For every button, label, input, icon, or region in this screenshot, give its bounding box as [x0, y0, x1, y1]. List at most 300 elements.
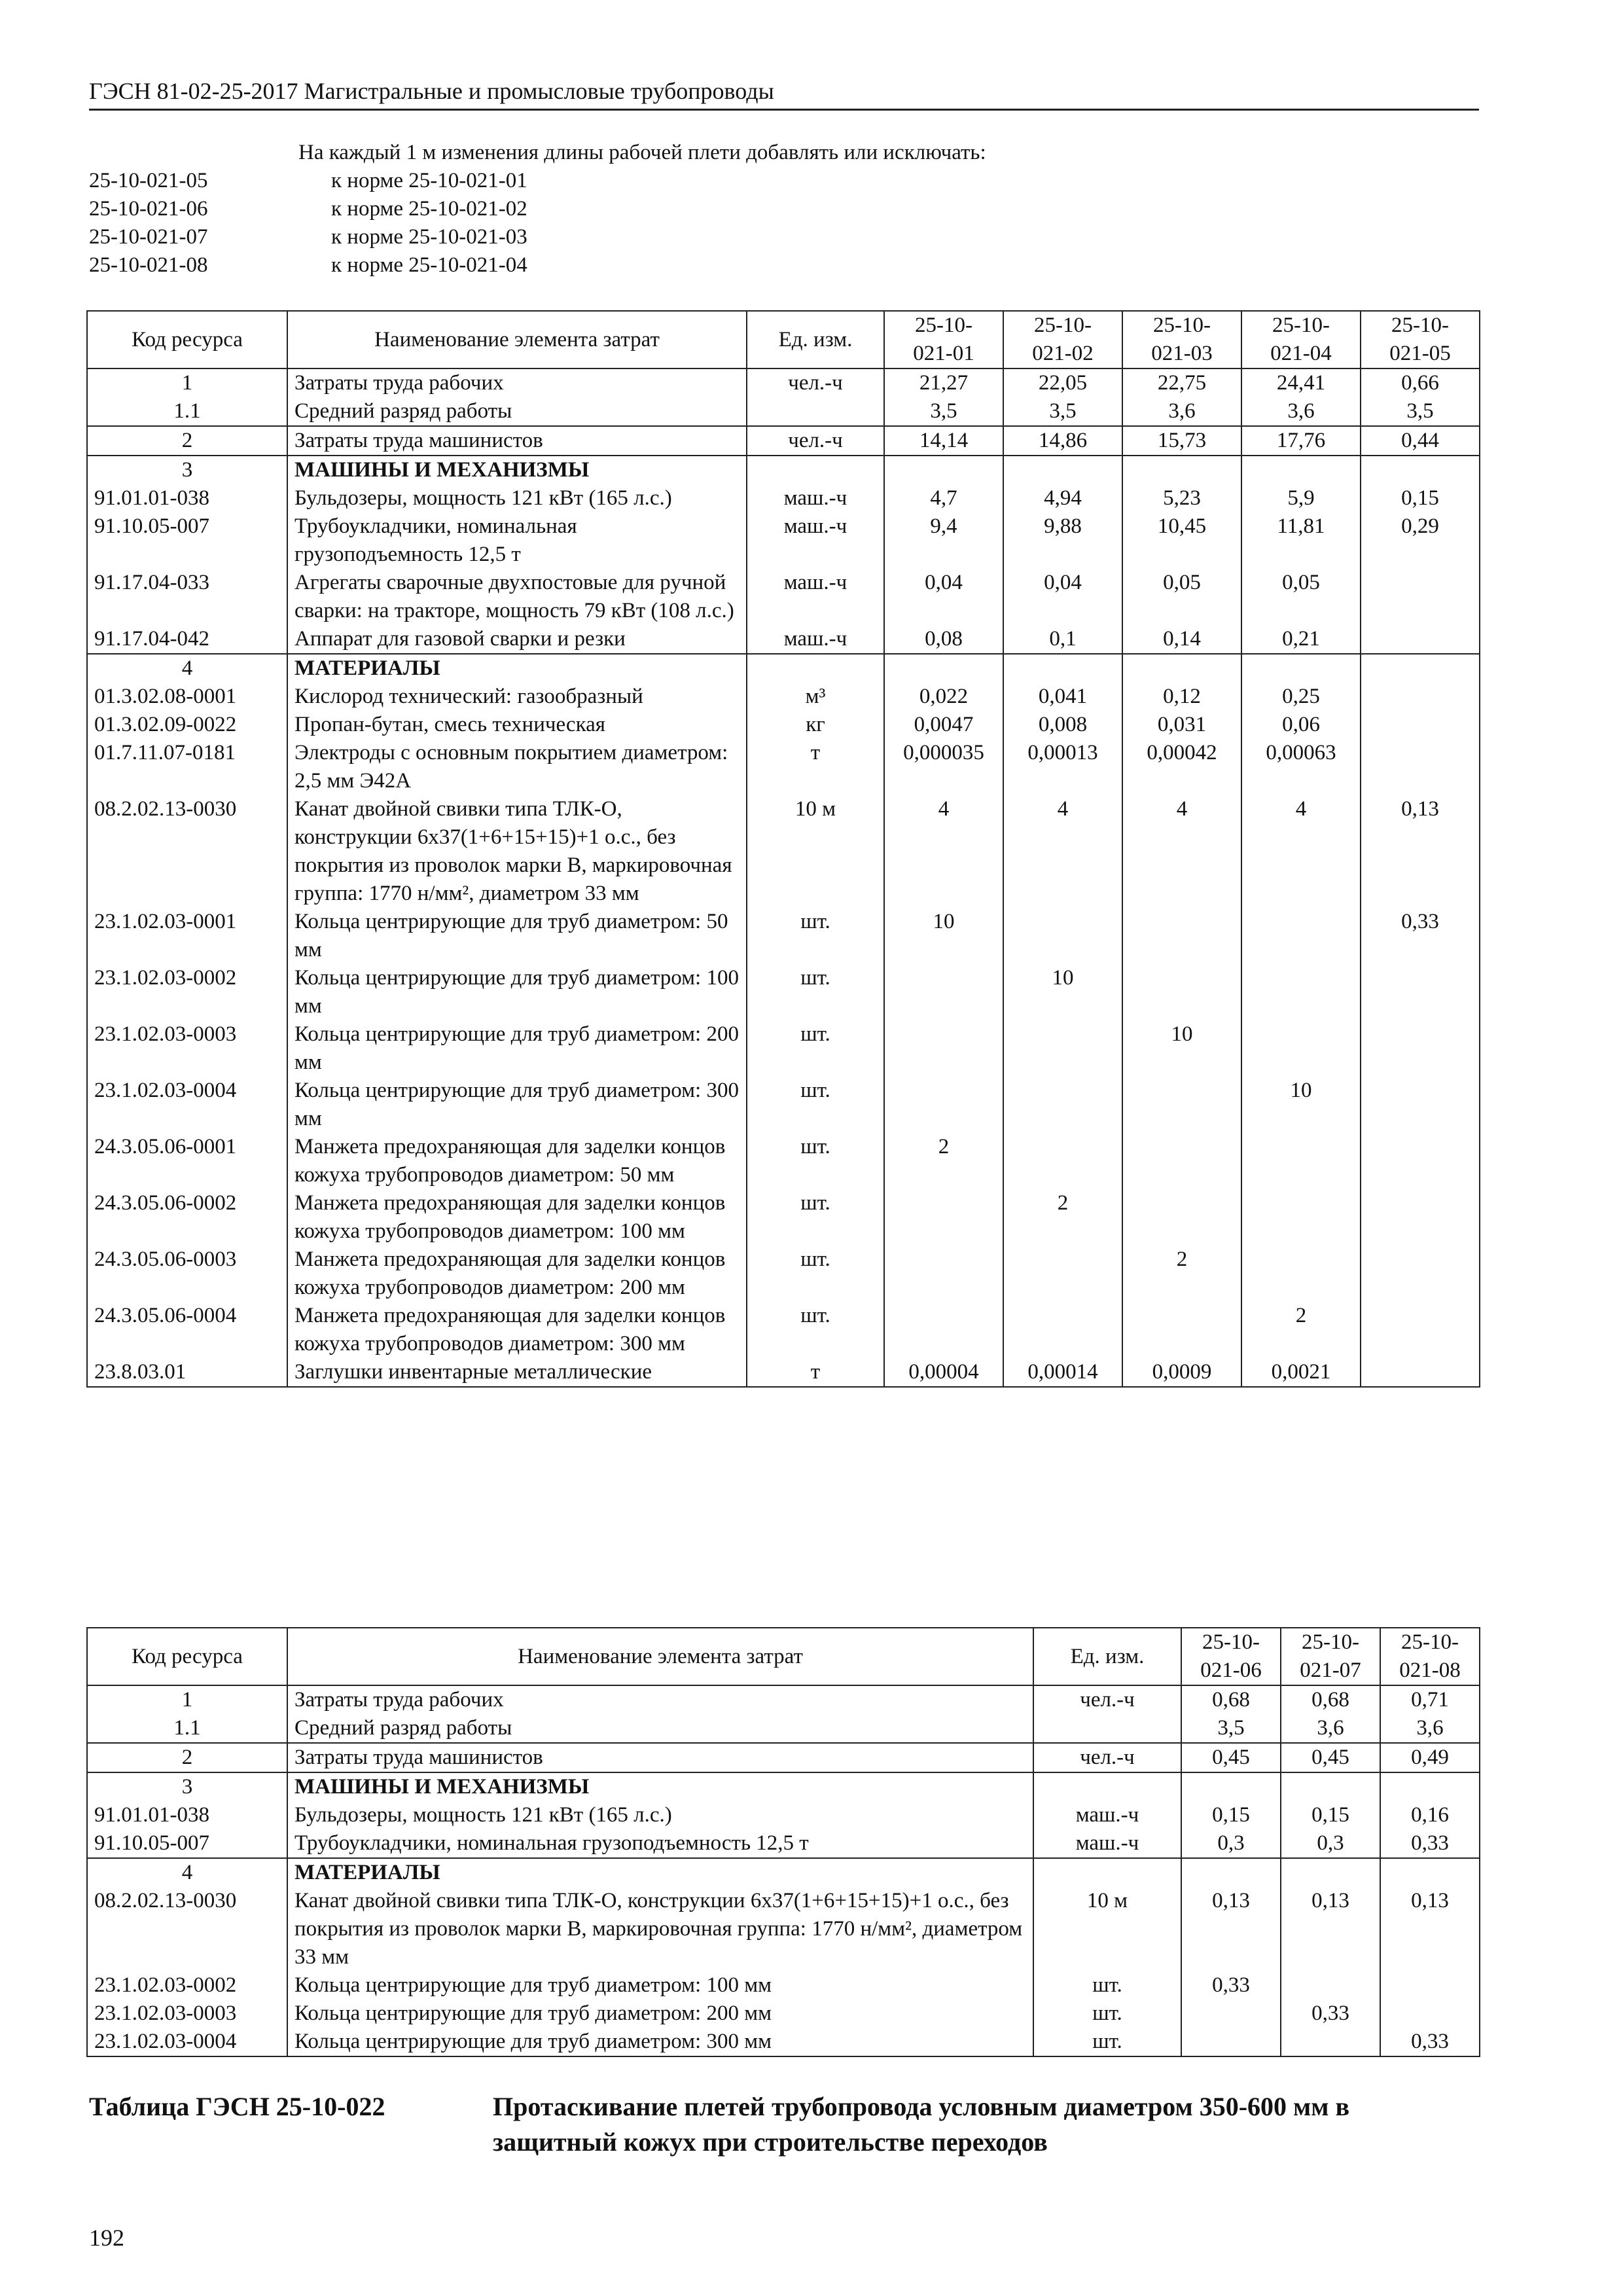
- resource-name: Манжета предохраняющая для заделки концов кожуха трубопроводов диаметром: 50 мм: [287, 1133, 747, 1189]
- value-cell: [1361, 683, 1480, 711]
- intro-row: [89, 223, 1479, 251]
- unit-cell: маш.-ч: [1033, 1801, 1181, 1829]
- resource-name: Бульдозеры, мощность 121 кВт (165 л.с.): [287, 1801, 1033, 1829]
- value-cell: 0,15: [1181, 1801, 1281, 1829]
- resource-code: 3: [87, 456, 287, 484]
- resource-name: МАТЕРИАЛЫ: [287, 1858, 1033, 1887]
- unit-cell: [747, 456, 884, 484]
- value-cell: 0,33: [1181, 1971, 1281, 2000]
- value-cell: 9,88: [1003, 512, 1122, 569]
- value-cell: [1241, 1133, 1361, 1189]
- resource-code: 23.8.03.01: [87, 1358, 287, 1387]
- resource-name: Средний разряд работы: [287, 397, 747, 426]
- value-cell: 4: [1003, 795, 1122, 908]
- table-row: [87, 625, 1480, 654]
- table-header-row: [87, 1628, 1480, 1685]
- value-cell: 0,008: [1003, 711, 1122, 739]
- intro-code: 25-10-021-08: [89, 253, 208, 277]
- value-cell: 0,08: [884, 625, 1003, 654]
- value-cell: 4: [1122, 795, 1241, 908]
- resource-name: Трубоукладчики, номинальная грузоподъемность 12,5 т: [287, 512, 747, 569]
- resource-name: Манжета предохраняющая для заделки концов кожуха трубопроводов диаметром: 300 мм: [287, 1302, 747, 1358]
- value-cell: [1122, 654, 1241, 683]
- unit-cell: шт.: [747, 1189, 884, 1246]
- value-cell: [1003, 1246, 1122, 1302]
- unit-cell: т: [747, 739, 884, 795]
- value-cell: [1241, 1246, 1361, 1302]
- value-cell: 0,45: [1281, 1743, 1380, 1772]
- value-cell: 10: [1003, 964, 1122, 1020]
- value-cell: [1361, 739, 1480, 795]
- table-row: [87, 739, 1480, 795]
- value-cell: 0,68: [1281, 1685, 1380, 1714]
- unit-cell: шт.: [1033, 2000, 1181, 2028]
- resource-code: 2: [87, 1743, 287, 1772]
- value-cell: 0,25: [1241, 683, 1361, 711]
- unit-cell: шт.: [747, 1246, 884, 1302]
- resource-table-1: [86, 310, 1480, 1388]
- resource-code: 24.3.05.06-0004: [87, 1302, 287, 1358]
- value-cell: [1380, 2000, 1480, 2028]
- value-cell: [1122, 908, 1241, 964]
- table-caption: [89, 2089, 1479, 2160]
- column-header: Наименование элемента затрат: [287, 1628, 1033, 1685]
- unit-cell: шт.: [747, 1077, 884, 1133]
- resource-code: 24.3.05.06-0001: [87, 1133, 287, 1189]
- value-cell: 9,4: [884, 512, 1003, 569]
- norm-column-header: 25-10- 021-04: [1241, 311, 1361, 368]
- table-row: [87, 456, 1480, 484]
- resource-name: Кольца центрирующие для труб диаметром: 200 мм: [287, 1020, 747, 1077]
- unit-cell: 10 м: [747, 795, 884, 908]
- resource-code: 24.3.05.06-0003: [87, 1246, 287, 1302]
- value-cell: 0,00004: [884, 1358, 1003, 1387]
- resource-name: МАТЕРИАЛЫ: [287, 654, 747, 683]
- value-cell: 21,27: [884, 368, 1003, 397]
- table-row: [87, 1189, 1480, 1246]
- value-cell: 0,13: [1380, 1887, 1480, 1971]
- table-row: [87, 426, 1480, 456]
- unit-cell: маш.-ч: [747, 625, 884, 654]
- unit-cell: [1033, 1714, 1181, 1743]
- value-cell: 0,14: [1122, 625, 1241, 654]
- value-cell: [1003, 1302, 1122, 1358]
- value-cell: [1003, 1133, 1122, 1189]
- resource-code: 08.2.02.13-0030: [87, 795, 287, 908]
- resource-name: Манжета предохраняющая для заделки концов кожуха трубопроводов диаметром: 100 мм: [287, 1189, 747, 1246]
- value-cell: [1361, 711, 1480, 739]
- resource-name: Бульдозеры, мощность 121 кВт (165 л.с.): [287, 484, 747, 512]
- value-cell: 10,45: [1122, 512, 1241, 569]
- value-cell: [1241, 908, 1361, 964]
- table-body: [87, 368, 1480, 1387]
- table-body: [87, 1685, 1480, 2056]
- value-cell: 2: [1241, 1302, 1361, 1358]
- unit-cell: маш.-ч: [747, 512, 884, 569]
- page-number: 192: [89, 2225, 124, 2251]
- value-cell: [1241, 654, 1361, 683]
- value-cell: 5,23: [1122, 484, 1241, 512]
- norm-column-header: 25-10- 021-05: [1361, 311, 1480, 368]
- resource-name: Кольца центрирующие для труб диаметром: 300 мм: [287, 2028, 1033, 2056]
- value-cell: 0,16: [1380, 1801, 1480, 1829]
- value-cell: 0,44: [1361, 426, 1480, 456]
- unit-cell: шт.: [747, 1020, 884, 1077]
- resource-name: Кольца центрирующие для труб диаметром: 200 мм: [287, 2000, 1033, 2028]
- value-cell: [1122, 1302, 1241, 1358]
- value-cell: 22,05: [1003, 368, 1122, 397]
- intro-text: к норме 25-10-021-02: [331, 197, 527, 221]
- table-row: [87, 654, 1480, 683]
- unit-cell: маш.-ч: [747, 569, 884, 625]
- resource-name: Манжета предохраняющая для заделки концов кожуха трубопроводов диаметром: 200 мм: [287, 1246, 747, 1302]
- intro-code: 25-10-021-07: [89, 225, 208, 249]
- value-cell: [1380, 1858, 1480, 1887]
- value-cell: 0,0009: [1122, 1358, 1241, 1387]
- value-cell: 0,00042: [1122, 739, 1241, 795]
- intro-block: [89, 139, 1479, 279]
- intro-row: [89, 195, 1479, 223]
- value-cell: 4: [1241, 795, 1361, 908]
- resource-name: Кольца центрирующие для труб диаметром: 100 мм: [287, 1971, 1033, 2000]
- value-cell: 0,13: [1281, 1887, 1380, 1971]
- value-cell: [1181, 2000, 1281, 2028]
- table-row: [87, 1020, 1480, 1077]
- table-row: [87, 711, 1480, 739]
- value-cell: [884, 1020, 1003, 1077]
- table-row: [87, 1743, 1480, 1772]
- value-cell: [1361, 1189, 1480, 1246]
- resource-code: 01.7.11.07-0181: [87, 739, 287, 795]
- value-cell: [884, 1246, 1003, 1302]
- value-cell: [1281, 1772, 1380, 1801]
- value-cell: 0,0021: [1241, 1358, 1361, 1387]
- value-cell: 0,1: [1003, 625, 1122, 654]
- value-cell: [1241, 964, 1361, 1020]
- unit-cell: шт.: [1033, 1971, 1181, 2000]
- resource-name: Затраты труда машинистов: [287, 426, 747, 456]
- table-row: [87, 1887, 1480, 1971]
- value-cell: [1003, 456, 1122, 484]
- value-cell: 0,21: [1241, 625, 1361, 654]
- value-cell: 0,06: [1241, 711, 1361, 739]
- resource-code: 23.1.02.03-0003: [87, 1020, 287, 1077]
- value-cell: 0,05: [1241, 569, 1361, 625]
- column-header: Код ресурса: [87, 1628, 287, 1685]
- table-row: [87, 2000, 1480, 2028]
- value-cell: 5,9: [1241, 484, 1361, 512]
- value-cell: 0,000035: [884, 739, 1003, 795]
- intro-text: к норме 25-10-021-01: [331, 169, 527, 192]
- table-row: [87, 397, 1480, 426]
- value-cell: 0,00014: [1003, 1358, 1122, 1387]
- intro-row: [89, 167, 1479, 195]
- table-row: [87, 1801, 1480, 1829]
- value-cell: [1122, 964, 1241, 1020]
- resource-name: Трубоукладчики, номинальная грузоподъемность 12,5 т: [287, 1829, 1033, 1858]
- resource-name: Кольца центрирующие для труб диаметром: 300 мм: [287, 1077, 747, 1133]
- value-cell: 0,66: [1361, 368, 1480, 397]
- value-cell: 0,3: [1181, 1829, 1281, 1858]
- unit-cell: [747, 397, 884, 426]
- column-header: Ед. изм.: [1033, 1628, 1181, 1685]
- value-cell: [1181, 1858, 1281, 1887]
- value-cell: [1361, 654, 1480, 683]
- value-cell: [1122, 456, 1241, 484]
- value-cell: [1122, 1133, 1241, 1189]
- value-cell: [1361, 1246, 1480, 1302]
- resource-code: 1.1: [87, 397, 287, 426]
- value-cell: 0,041: [1003, 683, 1122, 711]
- table-row: [87, 795, 1480, 908]
- value-cell: [1361, 964, 1480, 1020]
- resource-name: Электроды с основным покрытием диаметром: 2,5 мм Э42А: [287, 739, 747, 795]
- resource-code: 4: [87, 1858, 287, 1887]
- resource-name: Заглушки инвентарные металлические: [287, 1358, 747, 1387]
- value-cell: [1122, 1077, 1241, 1133]
- value-cell: [1003, 654, 1122, 683]
- table-row: [87, 1858, 1480, 1887]
- value-cell: [1181, 2028, 1281, 2056]
- resource-code: 23.1.02.03-0002: [87, 964, 287, 1020]
- unit-cell: 10 м: [1033, 1887, 1181, 1971]
- table-row: [87, 683, 1480, 711]
- unit-cell: шт.: [1033, 2028, 1181, 2056]
- value-cell: [1122, 1189, 1241, 1246]
- value-cell: 0,031: [1122, 711, 1241, 739]
- value-cell: 3,5: [1003, 397, 1122, 426]
- resource-code: 01.3.02.09-0022: [87, 711, 287, 739]
- value-cell: [1361, 1358, 1480, 1387]
- value-cell: 3,6: [1281, 1714, 1380, 1743]
- resource-name: Кольца центрирующие для труб диаметром: 100 мм: [287, 964, 747, 1020]
- resource-code: 4: [87, 654, 287, 683]
- column-header: Ед. изм.: [747, 311, 884, 368]
- norm-column-header: 25-10- 021-08: [1380, 1628, 1480, 1685]
- value-cell: [1181, 1772, 1281, 1801]
- value-cell: 0,45: [1181, 1743, 1281, 1772]
- unit-cell: [747, 654, 884, 683]
- value-cell: [1361, 1302, 1480, 1358]
- value-cell: 14,86: [1003, 426, 1122, 456]
- value-cell: 15,73: [1122, 426, 1241, 456]
- value-cell: 0,71: [1380, 1685, 1480, 1714]
- unit-cell: чел.-ч: [1033, 1685, 1181, 1714]
- value-cell: [884, 1189, 1003, 1246]
- value-cell: [1003, 1077, 1122, 1133]
- resource-code: 1: [87, 1685, 287, 1714]
- value-cell: 0,04: [1003, 569, 1122, 625]
- intro-title: На каждый 1 м изменения длины рабочей плети добавлять или исключать:: [298, 141, 986, 164]
- unit-cell: чел.-ч: [1033, 1743, 1181, 1772]
- intro-code: 25-10-021-06: [89, 197, 208, 221]
- value-cell: 3,5: [1181, 1714, 1281, 1743]
- value-cell: 22,75: [1122, 368, 1241, 397]
- value-cell: [1361, 1133, 1480, 1189]
- resource-code: 91.17.04-033: [87, 569, 287, 625]
- norm-column-header: 25-10- 021-06: [1181, 1628, 1281, 1685]
- value-cell: [1380, 1772, 1480, 1801]
- resource-name: Аппарат для газовой сварки и резки: [287, 625, 747, 654]
- value-cell: 4: [884, 795, 1003, 908]
- value-cell: 10: [1241, 1077, 1361, 1133]
- resource-code: 91.01.01-038: [87, 484, 287, 512]
- unit-cell: чел.-ч: [747, 426, 884, 456]
- resource-name: Канат двойной свивки типа ТЛК-О, конструкции 6х37(1+6+15+15)+1 о.с., без покрытия из проволок марки В, маркировочная группа: 1770 н/мм², диаметром 33 мм: [287, 795, 747, 908]
- value-cell: [884, 456, 1003, 484]
- unit-cell: маш.-ч: [1033, 1829, 1181, 1858]
- table-row: [87, 368, 1480, 397]
- value-cell: 0,33: [1281, 2000, 1380, 2028]
- resource-name: Пропан-бутан, смесь техническая: [287, 711, 747, 739]
- value-cell: 0,05: [1122, 569, 1241, 625]
- table-row: [87, 1302, 1480, 1358]
- resource-name: Затраты труда рабочих: [287, 368, 747, 397]
- page-header: ГЭСН 81-02-25-2017 Магистральные и промысловые трубопроводы: [89, 77, 1479, 111]
- norm-column-header: 25-10- 021-07: [1281, 1628, 1380, 1685]
- unit-cell: [1033, 1772, 1181, 1801]
- column-header: Наименование элемента затрат: [287, 311, 747, 368]
- resource-code: 23.1.02.03-0004: [87, 1077, 287, 1133]
- table-row: [87, 512, 1480, 569]
- value-cell: [1361, 625, 1480, 654]
- value-cell: 0,68: [1181, 1685, 1281, 1714]
- norm-column-header: 25-10- 021-03: [1122, 311, 1241, 368]
- value-cell: 3,6: [1241, 397, 1361, 426]
- resource-name: МАШИНЫ И МЕХАНИЗМЫ: [287, 456, 747, 484]
- value-cell: 11,81: [1241, 512, 1361, 569]
- resource-code: 91.10.05-007: [87, 1829, 287, 1858]
- resource-code: 2: [87, 426, 287, 456]
- value-cell: 24,41: [1241, 368, 1361, 397]
- value-cell: 0,13: [1361, 795, 1480, 908]
- resource-table-2: [86, 1627, 1480, 2057]
- value-cell: 0,29: [1361, 512, 1480, 569]
- table-row: [87, 1772, 1480, 1801]
- value-cell: 2: [1122, 1246, 1241, 1302]
- resource-code: 91.10.05-007: [87, 512, 287, 569]
- value-cell: [1241, 1020, 1361, 1077]
- caption-label: Таблица ГЭСН 25-10-022: [89, 2092, 385, 2121]
- resource-name: Средний разряд работы: [287, 1714, 1033, 1743]
- resource-name: Кислород технический: газообразный: [287, 683, 747, 711]
- table-row: [87, 908, 1480, 964]
- norm-column-header: 25-10- 021-02: [1003, 311, 1122, 368]
- unit-cell: т: [747, 1358, 884, 1387]
- unit-cell: шт.: [747, 1133, 884, 1189]
- unit-cell: шт.: [747, 964, 884, 1020]
- value-cell: 4,94: [1003, 484, 1122, 512]
- value-cell: 0,13: [1181, 1887, 1281, 1971]
- value-cell: [1241, 456, 1361, 484]
- table-header-row: [87, 311, 1480, 368]
- intro-text: к норме 25-10-021-03: [331, 225, 527, 249]
- table-row: [87, 1077, 1480, 1133]
- table-row: [87, 1358, 1480, 1387]
- value-cell: [884, 964, 1003, 1020]
- resource-code: 23.1.02.03-0001: [87, 908, 287, 964]
- value-cell: [1281, 1858, 1380, 1887]
- resource-code: 91.17.04-042: [87, 625, 287, 654]
- value-cell: 2: [884, 1133, 1003, 1189]
- unit-cell: шт.: [747, 1302, 884, 1358]
- table-row: [87, 1685, 1480, 1714]
- unit-cell: маш.-ч: [747, 484, 884, 512]
- value-cell: 4,7: [884, 484, 1003, 512]
- intro-text: к норме 25-10-021-04: [331, 253, 527, 277]
- value-cell: 14,14: [884, 426, 1003, 456]
- value-cell: 0,0047: [884, 711, 1003, 739]
- value-cell: 0,00063: [1241, 739, 1361, 795]
- value-cell: [1241, 1189, 1361, 1246]
- value-cell: 0,49: [1380, 1743, 1480, 1772]
- table-row: [87, 1133, 1480, 1189]
- value-cell: [884, 1302, 1003, 1358]
- value-cell: 2: [1003, 1189, 1122, 1246]
- value-cell: [1003, 1020, 1122, 1077]
- value-cell: 0,12: [1122, 683, 1241, 711]
- resource-name: МАШИНЫ И МЕХАНИЗМЫ: [287, 1772, 1033, 1801]
- resource-code: 1.1: [87, 1714, 287, 1743]
- resource-name: Агрегаты сварочные двухпостовые для ручной сварки: на тракторе, мощность 79 кВт (108 л.с.): [287, 569, 747, 625]
- value-cell: [1380, 1971, 1480, 2000]
- resource-name: Затраты труда рабочих: [287, 1685, 1033, 1714]
- value-cell: 3,5: [884, 397, 1003, 426]
- value-cell: 3,6: [1380, 1714, 1480, 1743]
- unit-cell: кг: [747, 711, 884, 739]
- unit-cell: [1033, 1858, 1181, 1887]
- resource-code: 3: [87, 1772, 287, 1801]
- unit-cell: чел.-ч: [747, 368, 884, 397]
- value-cell: [1361, 1077, 1480, 1133]
- resource-name: Затраты труда машинистов: [287, 1743, 1033, 1772]
- resource-code: 08.2.02.13-0030: [87, 1887, 287, 1971]
- value-cell: 3,5: [1361, 397, 1480, 426]
- value-cell: 3,6: [1122, 397, 1241, 426]
- value-cell: 0,15: [1281, 1801, 1380, 1829]
- value-cell: [884, 1077, 1003, 1133]
- value-cell: 0,022: [884, 683, 1003, 711]
- value-cell: 0,00013: [1003, 739, 1122, 795]
- value-cell: 0,33: [1380, 2028, 1480, 2056]
- value-cell: 0,15: [1361, 484, 1480, 512]
- resource-code: 24.3.05.06-0002: [87, 1189, 287, 1246]
- value-cell: 0,33: [1361, 908, 1480, 964]
- value-cell: [1361, 1020, 1480, 1077]
- resource-name: Кольца центрирующие для труб диаметром: 50 мм: [287, 908, 747, 964]
- table-row: [87, 964, 1480, 1020]
- value-cell: [884, 654, 1003, 683]
- column-header: Код ресурса: [87, 311, 287, 368]
- norm-column-header: 25-10- 021-01: [884, 311, 1003, 368]
- unit-cell: м³: [747, 683, 884, 711]
- intro-code: 25-10-021-05: [89, 169, 208, 192]
- table-row: [87, 1714, 1480, 1743]
- resource-code: 01.3.02.08-0001: [87, 683, 287, 711]
- value-cell: [1361, 569, 1480, 625]
- table-row: [87, 484, 1480, 512]
- value-cell: 17,76: [1241, 426, 1361, 456]
- value-cell: [1361, 456, 1480, 484]
- value-cell: 10: [1122, 1020, 1241, 1077]
- table-row: [87, 1971, 1480, 2000]
- value-cell: [1003, 908, 1122, 964]
- table-row: [87, 2028, 1480, 2056]
- resource-name: Канат двойной свивки типа ТЛК-О, конструкции 6х37(1+6+15+15)+1 о.с., без покрытия из проволок марки В, маркировочная группа: 1770 н/мм², диаметром 33 мм: [287, 1887, 1033, 1971]
- intro-row: [89, 251, 1479, 279]
- value-cell: 10: [884, 908, 1003, 964]
- resource-code: 23.1.02.03-0004: [87, 2028, 287, 2056]
